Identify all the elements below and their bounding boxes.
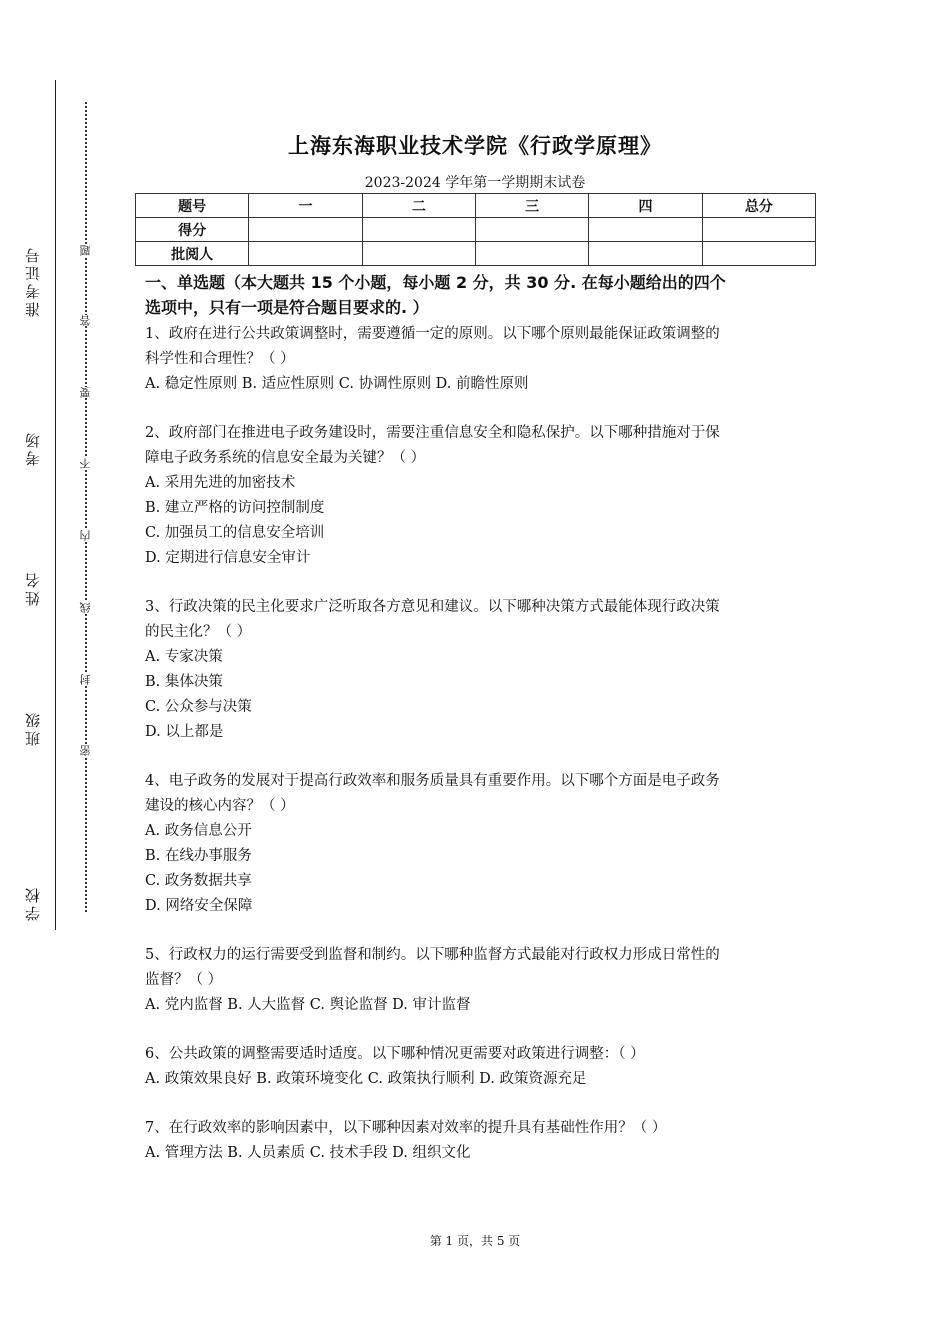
score-table bbox=[135, 193, 816, 266]
question-6 bbox=[145, 1042, 815, 1092]
question-option: B. 在线办事服务 bbox=[145, 848, 252, 864]
exam-room-field: 考场 bbox=[24, 430, 42, 466]
seal-char: 密 bbox=[79, 745, 92, 756]
question-2 bbox=[145, 421, 815, 571]
score-col-header: 四 bbox=[589, 194, 702, 218]
question-5 bbox=[145, 943, 815, 1018]
exam-content bbox=[145, 270, 815, 1190]
page-footer: 第 1 页，共 5 页 bbox=[429, 1234, 521, 1248]
exam-title: 上海东海职业技术学院《行政学原理》 bbox=[288, 134, 662, 158]
question-7 bbox=[145, 1116, 815, 1166]
section-heading-line: 选项中，只有一项是符合题目要求的. ） bbox=[145, 298, 429, 317]
question-options: A. 政策效果良好 B. 政策环境变化 C. 政策执行顺利 D. 政策资源充足 bbox=[145, 1071, 587, 1087]
score-row bbox=[136, 218, 816, 242]
question-option: A. 专家决策 bbox=[145, 649, 223, 665]
score-table-header-row bbox=[136, 194, 816, 218]
score-cell[interactable] bbox=[702, 218, 815, 242]
section-heading-line: 一、单选题（本大题共 15 个小题，每小题 2 分，共 30 分. 在每小题给出的四个 bbox=[145, 273, 726, 292]
question-options: A. 党内监督 B. 人大监督 C. 舆论监督 D. 审计监督 bbox=[145, 997, 471, 1013]
question-options: A. 管理方法 B. 人员素质 C. 技术手段 D. 组织文化 bbox=[145, 1145, 471, 1161]
seal-char: 线 bbox=[79, 602, 92, 613]
question-option: D. 定期进行信息安全审计 bbox=[145, 550, 311, 566]
question-stem: 的民主化？（ ） bbox=[145, 624, 252, 640]
score-cell[interactable] bbox=[249, 218, 362, 242]
question-option: C. 政务数据共享 bbox=[145, 873, 252, 889]
question-stem: 监督？（ ） bbox=[145, 972, 223, 988]
question-option: A. 政务信息公开 bbox=[145, 823, 252, 839]
binding-margin bbox=[18, 80, 92, 930]
question-option: D. 以上都是 bbox=[145, 724, 224, 740]
seal-char: 封 bbox=[79, 674, 92, 685]
score-col-header: 一 bbox=[249, 194, 362, 218]
seal-char: 不 bbox=[79, 458, 92, 469]
score-cell[interactable] bbox=[475, 218, 588, 242]
question-3 bbox=[145, 595, 815, 745]
score-col-header: 二 bbox=[362, 194, 475, 218]
score-col-header: 三 bbox=[475, 194, 588, 218]
question-1 bbox=[145, 322, 815, 397]
question-stem: 科学性和合理性？（ ） bbox=[145, 351, 295, 367]
seal-char: 答 bbox=[79, 315, 92, 326]
question-stem: 6、公共政策的调整需要适时适度。以下哪种情况更需要对政策进行调整：（ ） bbox=[145, 1046, 645, 1062]
name-field: 姓名 bbox=[24, 570, 42, 606]
question-option: B. 建立严格的访问控制制度 bbox=[145, 500, 325, 516]
exam-subtitle: 2023-2024 学年第一学期期末试卷 bbox=[364, 175, 586, 191]
score-col-header: 题号 bbox=[136, 194, 249, 218]
question-option: C. 公众参与决策 bbox=[145, 699, 252, 715]
question-stem: 5、行政权力的运行需要受到监督和制约。以下哪种监督方式最能对行政权力形成日常性的 bbox=[145, 947, 720, 963]
seal-char: 题 bbox=[79, 245, 92, 256]
score-cell[interactable] bbox=[589, 218, 702, 242]
question-option: B. 集体决策 bbox=[145, 674, 223, 690]
class-field: 班级 bbox=[24, 710, 42, 746]
question-4 bbox=[145, 769, 815, 919]
grader-cell[interactable] bbox=[702, 242, 815, 266]
grader-cell[interactable] bbox=[362, 242, 475, 266]
seal-char: 内 bbox=[79, 530, 92, 541]
question-stem: 建设的核心内容？（ ） bbox=[145, 798, 295, 814]
question-option: C. 加强员工的信息安全培训 bbox=[145, 525, 325, 541]
score-col-header: 总分 bbox=[702, 194, 815, 218]
question-stem: 4、电子政务的发展对于提高行政效率和服务质量具有重要作用。以下哪个方面是电子政务 bbox=[145, 773, 720, 789]
question-stem: 3、行政决策的民主化要求广泛听取各方意见和建议。以下哪种决策方式最能体现行政决策 bbox=[145, 599, 720, 615]
exam-id-field: 准考证号 bbox=[24, 245, 42, 317]
grader-cell[interactable] bbox=[249, 242, 362, 266]
question-options: A. 稳定性原则 B. 适应性原则 C. 协调性原则 D. 前瞻性原则 bbox=[145, 376, 529, 392]
question-option: D. 网络安全保障 bbox=[145, 898, 253, 914]
grader-cell[interactable] bbox=[475, 242, 588, 266]
score-cell[interactable] bbox=[362, 218, 475, 242]
school-field: 学校 bbox=[24, 885, 42, 921]
section-heading bbox=[145, 270, 815, 320]
question-option: A. 采用先进的加密技术 bbox=[145, 475, 296, 491]
question-stem: 2、政府部门在推进电子政务建设时，需要注重信息安全和隐私保护。以下哪种措施对于保 bbox=[145, 425, 720, 441]
binding-solid-line bbox=[55, 80, 56, 930]
grader-cell[interactable] bbox=[589, 242, 702, 266]
question-stem: 7、在行政效率的影响因素中，以下哪种因素对效率的提升具有基础性作用？（ ） bbox=[145, 1120, 667, 1136]
question-stem: 1、政府在进行公共政策调整时，需要遵循一定的原则。以下哪个原则最能保证政策调整的 bbox=[145, 326, 720, 342]
score-row-label: 得分 bbox=[136, 218, 249, 242]
grader-row-label: 批阅人 bbox=[136, 242, 249, 266]
grader-row bbox=[136, 242, 816, 266]
seal-char: 要 bbox=[79, 387, 92, 398]
binding-dotted-line bbox=[85, 102, 87, 912]
question-stem: 障电子政务系统的信息安全最为关键？（ ） bbox=[145, 450, 426, 466]
